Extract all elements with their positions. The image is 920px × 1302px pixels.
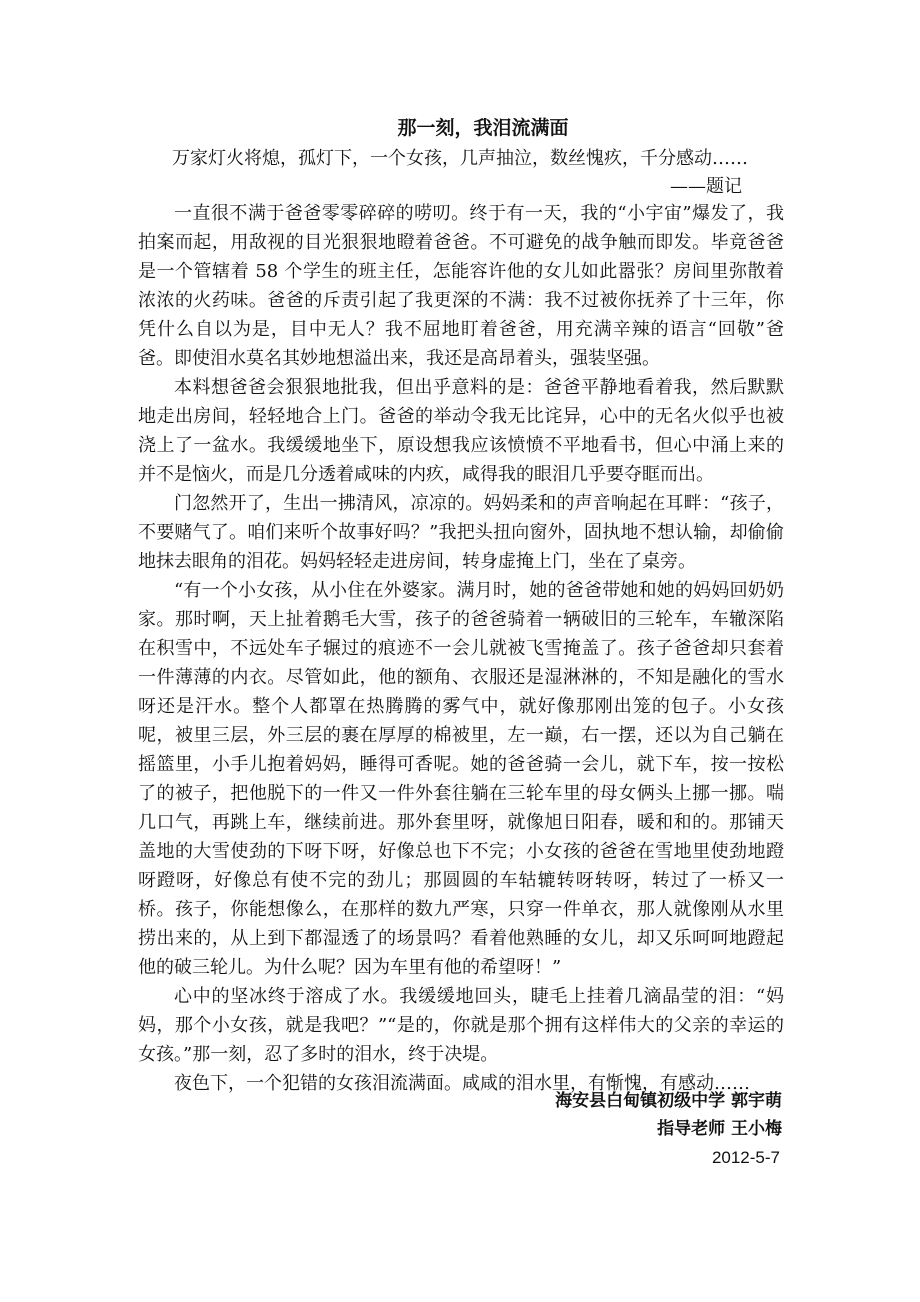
paragraph: 心中的坚冰终于溶成了水。我缓缓地回头，睫毛上挂着几滴晶莹的泪：“妈妈，那个小女孩，就是我吧？”“是的，你就是那个拥有这样伟大的父亲的幸运的女孩。”那一刻，忍了多时的泪水，终于决堤。 (138, 986, 784, 1065)
epigraph-note: ——题记 (670, 176, 742, 197)
paragraph: 夜色下，一个犯错的女孩泪流满面。咸咸的泪水里，有惭愧，有感动…… (174, 1073, 750, 1094)
essay-title: 那一刻，我泪流满面 (397, 117, 569, 139)
paragraph: 门忽然开了，生出一拂清风，凉凉的。妈妈柔和的声音响起在耳畔：“孩子，不要赌气了。咱们来听个故事好吗？”我把头扭向窗外，固执地不想认输，却偷偷地抹去眼角的泪花。妈妈轻轻走进房间，转身虚掩上门，坐在了桌旁。 (138, 493, 784, 572)
teacher-line: 指导老师 王小梅 (657, 1119, 782, 1139)
paragraph: 一直很不满于爸爸零零碎碎的唠叨。终于有一天，我的“小宇宙”爆发了，我拍案而起，用敌视的目光狠狠地瞪着爸爸。不可避免的战争触而即发。毕竟爸爸是一个管辖着 58 个学生的班主任，怎能容许他的女儿如此嚣张？房间里弥散着浓浓的火药味。爸爸的斥责引起了我更深的不满：我不过被你抚养了十三年，你凭什么自以为是，目中无人？我不屈地盯着爸爸，用充满辛辣的语言“回敬”爸爸。即使泪水莫名其妙地想溢出来，我还是高昂着头，强装坚强。 (138, 203, 784, 369)
paragraph: 本料想爸爸会狠狠地批我，但出乎意料的是：爸爸平静地看着我，然后默默地走出房间，轻轻地合上门。爸爸的举动令我无比诧异，心中的无名火似乎也被浇上了一盆水。我缓缓地坐下，原设想我应该愤愤不平地看书，但心中涌上来的并不是恼火，而是几分透着咸味的内疚，咸得我的眼泪几乎要夺眶而出。 (138, 377, 784, 485)
epigraph: 万家灯火将熄，孤灯下，一个女孩，几声抽泣，数丝愧疚，千分感动…… (172, 148, 748, 169)
essay-body (138, 199, 784, 1098)
paragraph: “有一个小女孩，从小住在外婆家。满月时，她的爸爸带她和她的妈妈回奶奶家。那时啊，天上扯着鹅毛大雪，孩子的爸爸骑着一辆破旧的三轮车，车辙深陷在积雪中，不远处车子辗过的痕迹不一会儿就被飞雪掩盖了。孩子爸爸却只套着一件薄薄的内衣。尽管如此，他的额角、衣服还是湿淋淋的，不知是融化的雪水呀还是汗水。整个人都罩在热腾腾的雾气中，就好像那刚出笼的包子。小女孩呢，被里三层，外三层的裹在厚厚的棉被里，左一巅，右一摆，还以为自己躺在摇篮里，小手儿抱着妈妈，睡得可香呢。她的爸爸骑一会儿，就下车，按一按松了的被子，把他脱下的一件又一件外套往躺在三轮车里的母女俩头上挪一挪。喘几口气，再跳上车，继续前进。那外套里呀，就像旭日阳春，暖和和的。那铺天盖地的大雪使劲的下呀下呀，好像总也下不完；小女孩的爸爸在雪地里使劲地蹬呀蹬呀，好像总有使不完的劲儿；那圆圆的车轱辘转呀转呀，转过了一桥又一桥。孩子，你能想像么，在那样的数九严寒，只穿一件单衣，那人就像刚从水里捞出来的，从上到下都湿透了的场景吗？看着他熟睡的女儿，却又乐呵呵地蹬起他的破三轮儿。为什么呢？因为车里有他的希望呀！” (138, 580, 784, 978)
author-line: 海安县白甸镇初级中学 郭宇萌 (555, 1091, 782, 1111)
date: 2012-5-7 (711, 1148, 780, 1167)
